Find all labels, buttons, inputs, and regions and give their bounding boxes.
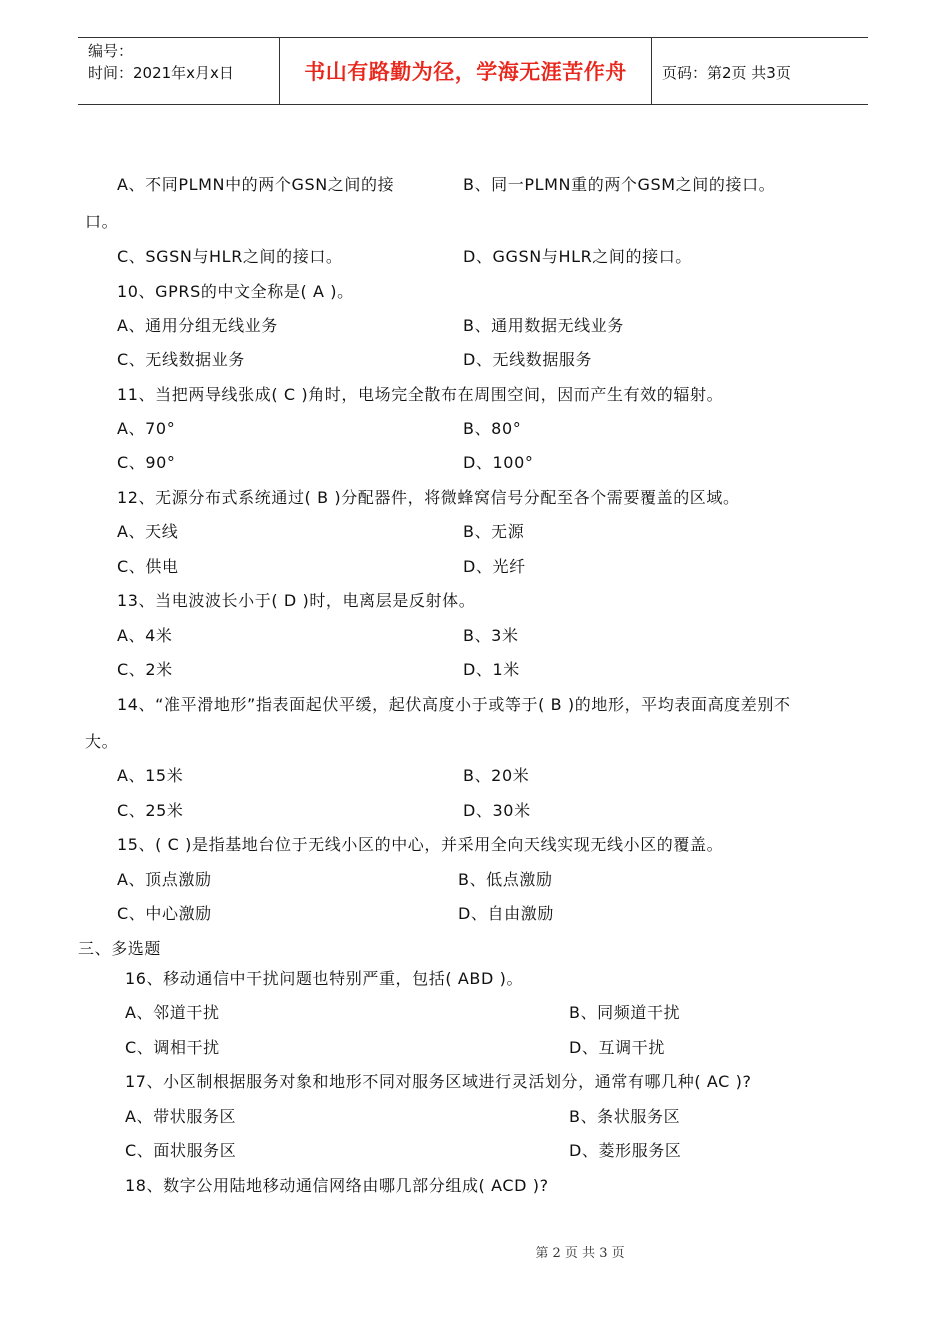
text-line bbox=[0, 1102, 950, 1132]
option-left: A、邻道干扰 bbox=[125, 1003, 220, 1022]
option-left: C、面状服务区 bbox=[125, 1141, 237, 1160]
option-left: C、调相干扰 bbox=[125, 1038, 220, 1057]
header-divider bbox=[651, 38, 652, 104]
text-segment: 口。 bbox=[85, 212, 119, 231]
text-segment: 16、移动通信中干扰问题也特别严重，包括( ABD )。 bbox=[125, 969, 524, 988]
text-line bbox=[0, 277, 950, 307]
header-meta bbox=[88, 40, 278, 84]
option-right: B、条状服务区 bbox=[569, 1107, 681, 1126]
option-right: B、无源 bbox=[463, 522, 525, 541]
option-left: C、SGSN与HLR之间的接口。 bbox=[117, 247, 343, 266]
option-right: B、同频道干扰 bbox=[569, 1003, 681, 1022]
option-right: D、30米 bbox=[463, 801, 531, 820]
text-line bbox=[0, 207, 950, 237]
text-line bbox=[0, 998, 950, 1028]
text-line bbox=[0, 380, 950, 410]
text-line bbox=[0, 311, 950, 341]
text-segment: 18、数字公用陆地移动通信网络由哪几部分组成( ACD )? bbox=[125, 1176, 549, 1195]
header-page-info: 页码：第2页 共3页 bbox=[662, 64, 791, 82]
option-left: A、4米 bbox=[117, 626, 173, 645]
text-segment: 17、小区制根据服务对象和地形不同对服务区域进行灵活划分，通常有哪几种( AC )? bbox=[125, 1072, 752, 1091]
text-line bbox=[0, 1171, 950, 1201]
text-line bbox=[0, 242, 950, 272]
time-label: 时间：2021年x月x日 bbox=[88, 64, 234, 82]
option-left: C、无线数据业务 bbox=[117, 350, 245, 369]
option-left: A、15米 bbox=[117, 766, 184, 785]
text-line bbox=[0, 934, 950, 964]
text-segment: 三、多选题 bbox=[78, 939, 162, 958]
text-line bbox=[0, 483, 950, 513]
text-line bbox=[0, 796, 950, 826]
text-segment: 15、( C )是指基地台位于无线小区的中心，并采用全向天线实现无线小区的覆盖。 bbox=[117, 835, 724, 854]
option-right: D、互调干扰 bbox=[569, 1038, 665, 1057]
serial-label: 编号： bbox=[88, 42, 134, 60]
option-right: B、20米 bbox=[463, 766, 530, 785]
text-line bbox=[0, 448, 950, 478]
text-line bbox=[0, 830, 950, 860]
text-segment: 大。 bbox=[85, 732, 119, 751]
text-line bbox=[0, 964, 950, 994]
text-line bbox=[0, 621, 950, 651]
text-segment: 14、“准平滑地形”指表面起伏平缓，起伏高度小于或等于( B )的地形，平均表面高度差别不 bbox=[117, 695, 791, 714]
page-header bbox=[78, 37, 868, 105]
text-line bbox=[0, 1067, 950, 1097]
option-right: D、1米 bbox=[463, 660, 520, 679]
option-left: C、供电 bbox=[117, 557, 179, 576]
option-right: D、100° bbox=[463, 453, 534, 472]
text-line bbox=[0, 586, 950, 616]
option-left: A、顶点激励 bbox=[117, 870, 212, 889]
text-line bbox=[0, 414, 950, 444]
option-left: A、不同PLMN中的两个GSN之间的接 bbox=[117, 175, 395, 194]
option-right: B、80° bbox=[463, 419, 522, 438]
text-line bbox=[0, 517, 950, 547]
text-line bbox=[0, 727, 950, 757]
text-line bbox=[0, 690, 950, 720]
option-right: B、低点激励 bbox=[458, 870, 553, 889]
text-line bbox=[0, 761, 950, 791]
header-motto: 书山有路勤为径，学海无涯苦作舟 bbox=[304, 59, 627, 84]
option-left: A、70° bbox=[117, 419, 176, 438]
text-segment: 11、当把两导线张成( C )角时，电场完全散布在周围空间，因而产生有效的辐射。 bbox=[117, 385, 724, 404]
option-right: B、通用数据无线业务 bbox=[463, 316, 624, 335]
text-segment: 12、无源分布式系统通过( B )分配器件，将微蜂窝信号分配至各个需要覆盖的区域。 bbox=[117, 488, 740, 507]
option-left: C、90° bbox=[117, 453, 176, 472]
page-footer: 第 2 页 共 3 页 bbox=[535, 1246, 625, 1261]
option-right: D、无线数据服务 bbox=[463, 350, 593, 369]
text-line bbox=[0, 552, 950, 582]
option-right: D、光纤 bbox=[463, 557, 526, 576]
option-right: B、3米 bbox=[463, 626, 519, 645]
text-line bbox=[0, 899, 950, 929]
option-right: D、自由激励 bbox=[458, 904, 554, 923]
text-segment: 10、GPRS的中文全称是( A )。 bbox=[117, 282, 354, 301]
option-left: A、天线 bbox=[117, 522, 179, 541]
text-line bbox=[0, 655, 950, 685]
text-line bbox=[0, 1136, 950, 1166]
option-left: C、中心激励 bbox=[117, 904, 212, 923]
text-line bbox=[0, 345, 950, 375]
option-right: B、同一PLMN重的两个GSM之间的接口。 bbox=[463, 175, 776, 194]
option-left: C、25米 bbox=[117, 801, 184, 820]
option-right: D、菱形服务区 bbox=[569, 1141, 682, 1160]
text-line bbox=[0, 865, 950, 895]
option-left: A、通用分组无线业务 bbox=[117, 316, 278, 335]
option-left: C、2米 bbox=[117, 660, 173, 679]
text-line bbox=[0, 170, 950, 200]
option-left: A、带状服务区 bbox=[125, 1107, 237, 1126]
text-segment: 13、当电波波长小于( D )时，电离层是反射体。 bbox=[117, 591, 476, 610]
text-line bbox=[0, 1033, 950, 1063]
option-right: D、GGSN与HLR之间的接口。 bbox=[463, 247, 692, 266]
